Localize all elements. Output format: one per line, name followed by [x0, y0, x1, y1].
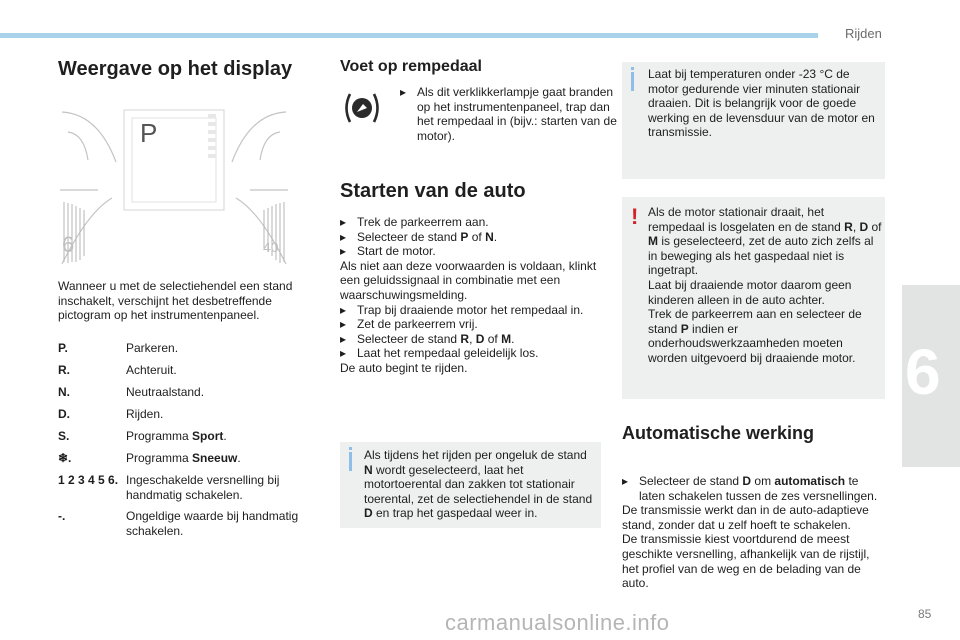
result-paragraph: De auto begint te rijden.	[340, 360, 468, 375]
step-text: of	[468, 229, 486, 244]
step-text: of	[484, 331, 502, 346]
def-value-bold: Sport	[192, 428, 224, 443]
step-text: Trek de parkeerrem aan.	[357, 215, 489, 229]
gear-p: P	[460, 229, 469, 244]
step-text: .	[493, 229, 498, 244]
def-value: Achteruit.	[126, 362, 177, 377]
start-section-title: Starten van de auto	[340, 180, 526, 202]
def-key: N.	[58, 384, 70, 399]
step-text: Selecteer de stand	[357, 331, 461, 346]
instruction-step	[622, 474, 884, 503]
def-key: S.	[58, 428, 70, 443]
auto-paragraph: De transmissie kiest voortdurend de meest geschikte versnelling, afhankelijk van de rijstijl, het profiel van de weg en de belading van de auto.	[622, 532, 870, 591]
gear-n: N	[485, 229, 494, 244]
instruction-step	[340, 317, 605, 332]
info-text: en trap het gaspedaal weer in.	[372, 506, 538, 521]
step-text: ,	[469, 331, 476, 346]
def-row	[58, 341, 308, 356]
info-icon	[631, 72, 634, 91]
gear-p: P	[680, 321, 689, 336]
info-box-neutral	[340, 442, 601, 528]
step-text: .	[511, 331, 515, 346]
section-name: Rijden	[845, 26, 882, 41]
warning-text: of	[868, 219, 882, 234]
gear-d: D	[475, 331, 485, 346]
def-key: R.	[58, 362, 70, 377]
auto-section-title: Automatische werking	[622, 423, 815, 443]
instruction-step	[340, 332, 605, 347]
dial-left-value: 6	[62, 232, 75, 257]
step-text: Laat het rempedaal geleidelijk los.	[357, 346, 539, 361]
gear-d: D	[742, 474, 752, 488]
gear-definitions	[58, 341, 308, 546]
display-gear-letter: P	[140, 118, 158, 148]
triangle-bullet-icon: ▸	[340, 331, 347, 346]
warning-box-text	[648, 205, 882, 366]
warning-text: Trek de parkeerrem aan en selecteer de stand	[648, 307, 862, 336]
auto-paragraph: De transmissie werkt dan in de auto-adaptieve stand, zonder dat u zelf hoeft te schakelen.	[622, 503, 869, 532]
info-text: wordt geselecteerd, laat het motortoerental dan zakken tot stationair toerental, zet de selectiehendel in de stand	[364, 462, 593, 506]
gear-n: N	[364, 462, 373, 477]
instruction-step	[340, 230, 605, 245]
exclamation-icon: !	[631, 204, 639, 229]
def-value: Ingeschakelde versnelling bij handmatig schakelen.	[126, 472, 280, 502]
def-row	[58, 385, 308, 400]
def-row	[58, 363, 308, 378]
warning-paragraph: Als niet aan deze voorwaarden is voldaan, klinkt een geluidssignaal in combinatie met een waarschuwingsmelding.	[340, 258, 597, 302]
pedal-instruction	[400, 85, 617, 143]
instruction-step	[340, 346, 605, 361]
snowflake-icon: ❄.	[58, 450, 72, 465]
def-value	[126, 451, 308, 466]
def-row	[58, 451, 308, 466]
watermark: carmanualsonline.info	[445, 610, 670, 635]
dial-right-value: 40	[263, 239, 279, 255]
triangle-bullet-icon: ▸	[340, 302, 347, 317]
chapter-number: 6	[905, 336, 941, 408]
triangle-bullet-icon: ▸	[340, 244, 347, 259]
warning-text: indien er onderhoudswerkzaamheden moeten worden uitgevoerd bij draaiende motor.	[648, 321, 856, 365]
step-text: om	[751, 474, 775, 488]
cold-box-text: Laat bij temperaturen onder -23 °C de motor gedurende vier minuten stationair draaien. Dit is belangrijk voor de goede werking en de levensduur van de motor en transmissie.	[648, 67, 875, 140]
step-text: Zet de parkeerrem vrij.	[357, 317, 478, 332]
def-row	[58, 407, 308, 422]
def-key: -.	[58, 509, 66, 524]
def-row	[58, 429, 308, 444]
def-value-bold: Sneeuw	[192, 450, 238, 465]
def-value-text: .	[237, 450, 241, 465]
warning-line: Laat bij draaiende motor daarom geen kinderen alleen in de auto achter.	[648, 277, 852, 307]
def-key: D.	[58, 406, 70, 421]
step-text: Trap bij draaiende motor het rempedaal in.	[357, 302, 584, 317]
display-section-title: Weergave op het display	[58, 58, 293, 80]
instruction-step	[340, 215, 605, 230]
info-icon	[349, 452, 352, 471]
def-value: Ongeldige waarde bij handmatig schakelen.	[126, 509, 299, 539]
instrument-panel-illustration	[58, 102, 290, 264]
gear-d: D	[364, 506, 373, 521]
triangle-bullet-icon: ▸	[622, 474, 629, 488]
gear-m: M	[501, 331, 512, 346]
triangle-bullet-icon: ▸	[400, 85, 407, 99]
warning-text: ,	[852, 219, 860, 234]
start-instructions	[340, 215, 605, 376]
def-row	[58, 473, 308, 502]
def-row	[58, 509, 308, 538]
instruction-step	[340, 303, 605, 318]
step-text: te laten schakelen tussen de zes versnellingen.	[639, 474, 878, 503]
warning-line	[648, 205, 882, 278]
def-key: 1 2 3 4 5 6.	[58, 472, 119, 487]
def-value-text: .	[223, 428, 227, 443]
def-value: Parkeren.	[126, 341, 179, 355]
triangle-bullet-icon: ▸	[340, 317, 347, 332]
info-box-cold	[622, 62, 885, 179]
warning-line	[648, 307, 882, 365]
brake-pedal-warning-icon	[342, 90, 382, 126]
step-text: Start de motor.	[357, 244, 436, 259]
triangle-bullet-icon: ▸	[340, 346, 347, 361]
step-text: Selecteer de stand	[639, 474, 743, 488]
page-number: 85	[918, 607, 932, 621]
display-intro: Wanneer u met de selectiehendel een stand inschakelt, verschijnt het desbetreffende pictogram op het instrumentenpaneel.	[58, 279, 293, 323]
pedal-section-title: Voet op rempedaal	[340, 58, 482, 75]
gear-m: M	[648, 234, 658, 249]
triangle-bullet-icon: ▸	[340, 229, 347, 244]
warning-text: Als de motor stationair draait, het rempedaal is losgelaten en de stand	[648, 205, 845, 234]
triangle-bullet-icon: ▸	[340, 215, 347, 229]
gear-r: R	[844, 219, 853, 234]
def-value: Rijden.	[126, 406, 164, 421]
gear-r: R	[460, 331, 470, 346]
def-key: P.	[58, 341, 68, 355]
def-value	[126, 429, 308, 444]
def-value: Neutraalstand.	[126, 384, 205, 399]
def-value-text: Programma	[126, 428, 193, 443]
def-value-text: Programma	[126, 450, 193, 465]
info-box-text	[364, 448, 594, 521]
pedal-text: Als dit verklikkerlampje gaat branden op het instrumentenpaneel, trap dan het rempedaal in (bijv.: starten van de motor).	[417, 85, 617, 143]
automatic-keyword: automatisch	[774, 474, 846, 488]
auto-instructions	[622, 474, 884, 591]
instruction-step	[340, 244, 605, 259]
step-text: Selecteer de stand	[357, 229, 461, 244]
gear-d: D	[859, 219, 869, 234]
warning-box	[622, 197, 885, 399]
info-text: Als tijdens het rijden per ongeluk de stand	[364, 448, 587, 462]
header-accent-bar	[0, 33, 818, 38]
warning-text: is geselecteerd, zet de auto zich zelfs al in beweging als het gaspedaal niet is ingetrapt.	[648, 234, 874, 278]
